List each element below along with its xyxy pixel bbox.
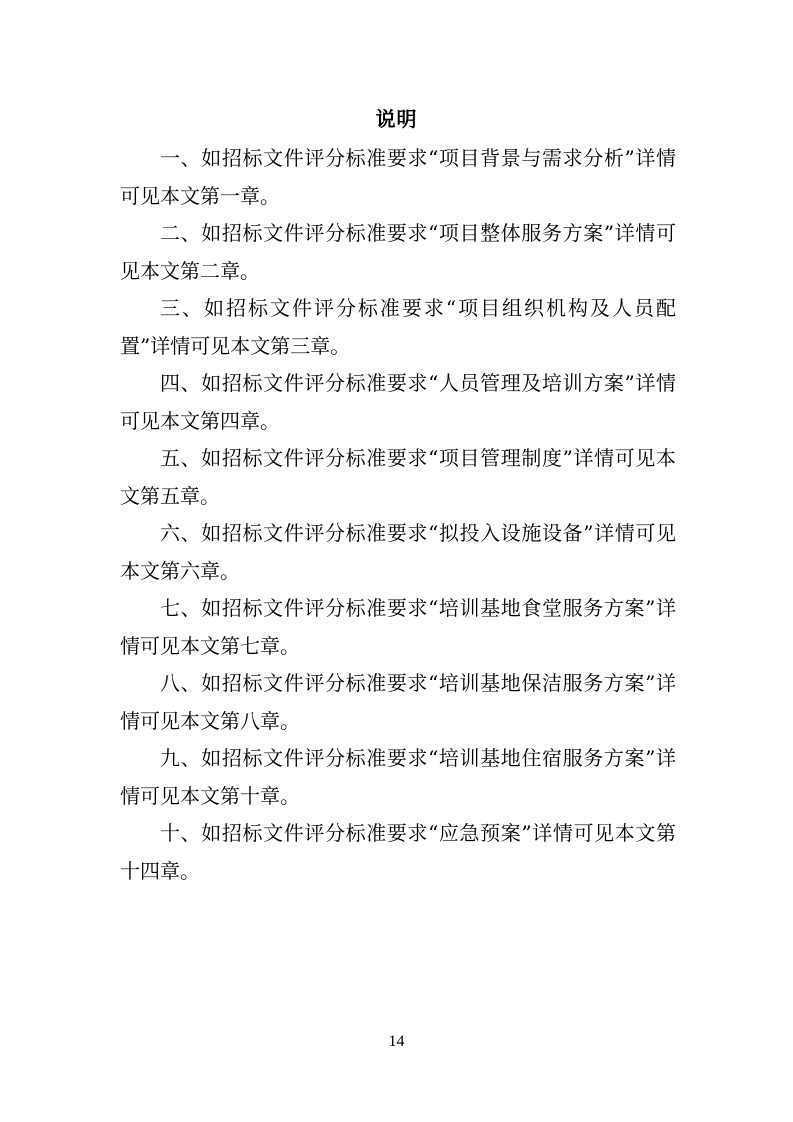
document-body bbox=[120, 140, 676, 890]
paragraph-3: 三、如招标文件评分标准要求“项目组织机构及人员配置”详情可见本文第三章。 bbox=[120, 296, 676, 358]
paragraph-10: 十、如招标文件评分标准要求“应急预案”详情可见本文第十四章。 bbox=[120, 821, 676, 883]
paragraph-2: 二、如招标文件评分标准要求“项目整体服务方案”详情可见本文第二章。 bbox=[120, 221, 676, 283]
page-number: 14 bbox=[388, 1033, 405, 1050]
paragraph-7: 七、如招标文件评分标准要求“培训基地食堂服务方案”详情可见本文第七章。 bbox=[120, 596, 676, 658]
paragraph-5: 五、如招标文件评分标准要求“项目管理制度”详情可见本文第五章。 bbox=[120, 446, 676, 508]
paragraph-8: 八、如招标文件评分标准要求“培训基地保洁服务方案”详情可见本文第八章。 bbox=[120, 671, 676, 733]
paragraph-4: 四、如招标文件评分标准要求“人员管理及培训方案”详情可见本文第四章。 bbox=[120, 371, 676, 433]
page-title: 说明 bbox=[375, 107, 418, 131]
paragraph-1: 一、如招标文件评分标准要求“项目背景与需求分析”详情可见本文第一章。 bbox=[120, 146, 676, 208]
paragraph-9: 九、如招标文件评分标准要求“培训基地住宿服务方案”详情可见本文第十章。 bbox=[120, 746, 676, 808]
paragraph-6: 六、如招标文件评分标准要求“拟投入设施设备”详情可见本文第六章。 bbox=[120, 521, 676, 583]
